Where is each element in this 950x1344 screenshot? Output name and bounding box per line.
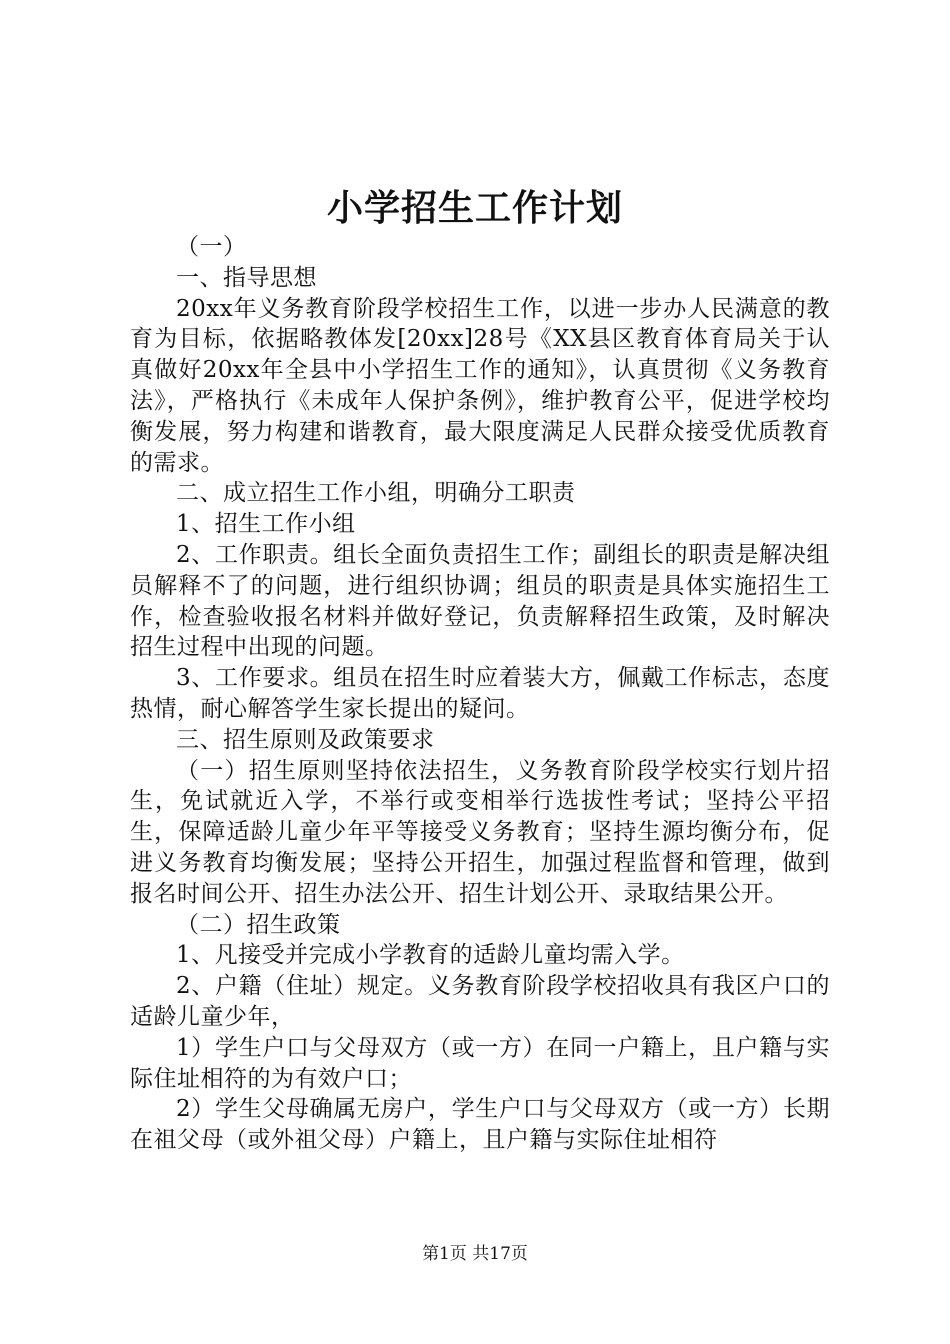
paragraph: 一、指导思想 bbox=[176, 264, 317, 291]
paragraph: 3、工作要求。组员在招生时应着装大方，佩戴工作标志，态度热情，耐心解答学生家长提出的疑问。 bbox=[130, 665, 830, 722]
document-title: 小学招生工作计划 bbox=[326, 187, 623, 229]
paragraph: 1、招生工作小组 bbox=[176, 511, 356, 538]
paragraph: 二、成立招生工作小组，明确分工职责 bbox=[176, 480, 576, 507]
paragraph: （二）招生政策 bbox=[176, 911, 341, 938]
paragraph: 2、户籍（住址）规定。义务教育阶段学校招收具有我区户口的适龄儿童少年， bbox=[130, 973, 830, 1030]
paragraph: （一）招生原则坚持依法招生，义务教育阶段学校实行划片招生，免试就近入学，不举行或变相举行选拔性考试；坚持公平招生，保障适龄儿童少年平等接受义务教育；坚持生源均衡分布，促进义务教育均衡发展；坚持公开招生，加强过程监督和管理，做到报名时间公开、招生办法公开、招生计划公开、录取结果公开。 bbox=[130, 757, 830, 907]
paragraph: 2、工作职责。组长全面负责招生工作；副组长的职责是解决组员解释不了的问题，进行组织协调；组员的职责是具体实施招生工作，检查验收报名材料并做好登记，负责解释招生政策，及时解决招生过程中出现的问题。 bbox=[130, 541, 830, 661]
paragraph: 1）学生户口与父母双方（或一方）在同一户籍上，且户籍与实际住址相符的为有效户口； bbox=[130, 1034, 830, 1092]
page-footer: 第1页 共17页 bbox=[422, 1244, 528, 1264]
paragraph: 2）学生父母确属无房户，学生户口与父母双方（或一方）长期在祖父母（或外祖父母）户籍上，且户籍与实际住址相符 bbox=[130, 1096, 830, 1154]
paragraph: 20xx年义务教育阶段学校招生工作，以进一步办人民满意的教育为目标，依据略教体发[20xx]28号《XX县区教育体育局关于认真做好20xx年全县中小学招生工作的通知》，认真贯彻《义务教育法》，严格执行《未成年人保护条例》，维护教育公平，促进学校均衡发展，努力构建和谐教育，最大限度满足人民群众接受优质教育的需求。 bbox=[130, 295, 830, 476]
paragraph: 三、招生原则及政策要求 bbox=[176, 726, 435, 753]
paragraph: （一） bbox=[176, 234, 247, 260]
document-body bbox=[130, 232, 830, 1156]
paragraph: 1、凡接受并完成小学教育的适龄儿童均需入学。 bbox=[176, 942, 685, 969]
